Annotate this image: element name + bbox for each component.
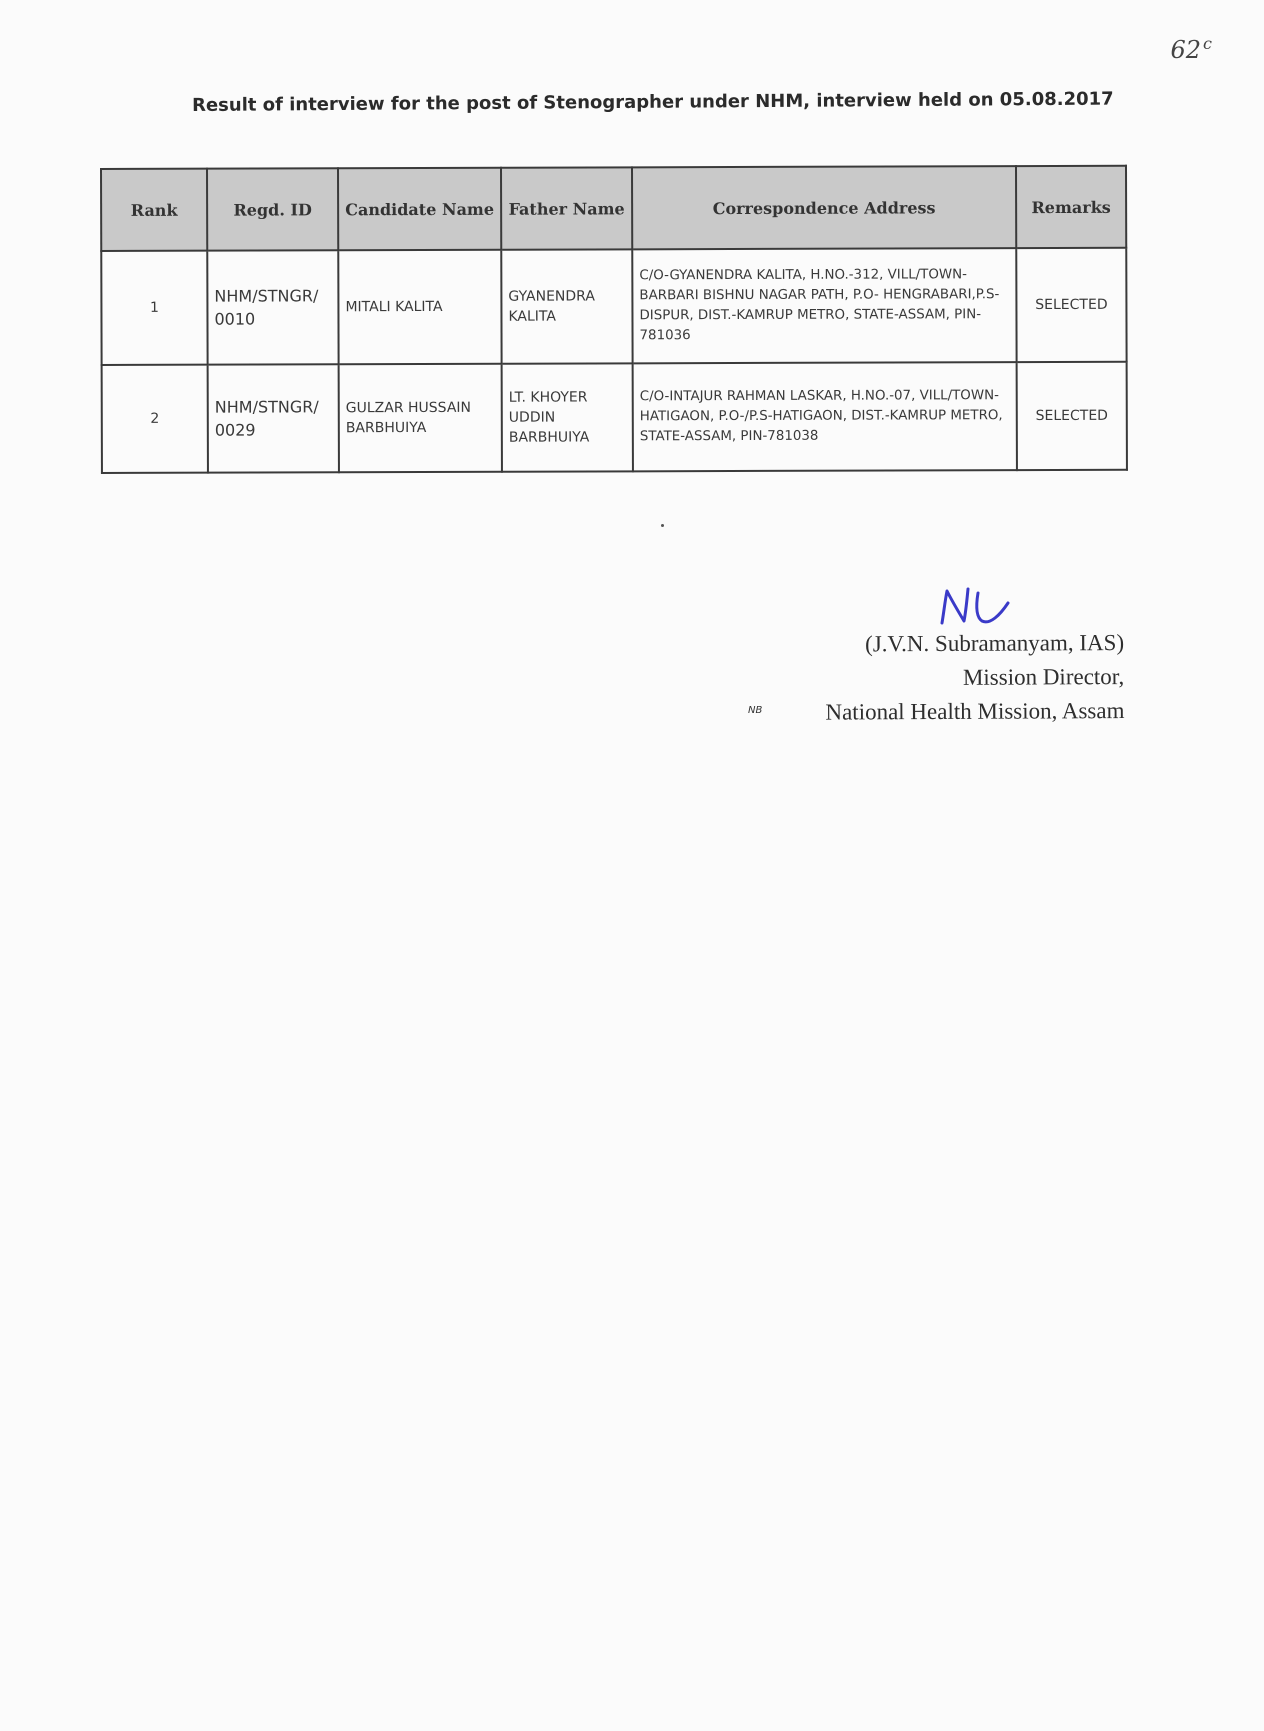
table-row <box>101 248 1126 365</box>
cell-rank: 2 <box>102 365 208 473</box>
document-title: Result of interview for the post of Stenographer under NHM, interview held on 05.08.2017 <box>192 88 1114 116</box>
cell-remarks: SELECTED <box>1016 248 1126 362</box>
cell-candidate-name: GULZAR HUSSAIN BARBHUIYA <box>339 364 502 473</box>
header-remarks: Remarks <box>1016 166 1126 248</box>
cell-rank: 1 <box>101 251 207 365</box>
header-regd-id: Regd. ID <box>207 168 338 250</box>
handwritten-initials: NB <box>748 705 763 716</box>
signatory-designation: Mission Director, <box>962 663 1125 690</box>
cell-address: C/O-GYANENDRA KALITA, H.NO.-312, VILL/TOWN- BARBARI BISHNU NAGAR PATH, P.O- HENGRABARI,P.S-DISPUR, DIST.-KAMRUP METRO, STATE-ASSAM, PIN-781036 <box>632 248 1016 363</box>
header-address: Correspondence Address <box>632 166 1016 249</box>
page-number-suffix: c <box>1203 34 1212 53</box>
signatory-name: (J.V.N. Subramanyam, IAS) <box>865 629 1125 657</box>
page-number: 62 $^c$ <box>1170 34 1212 64</box>
cell-remarks: SELECTED <box>1017 362 1127 470</box>
table-header-row <box>101 166 1126 251</box>
cell-regd-id: NHM/STNGR/ 0029 <box>208 364 339 472</box>
header-father-name: Father Name <box>501 167 632 249</box>
cell-father-name: LT. KHOYER UDDIN BARBHUIYA <box>502 363 633 471</box>
speck-mark <box>661 524 664 527</box>
results-table-wrapper <box>100 165 1126 474</box>
cell-father-name: GYANENDRA KALITA <box>501 249 632 363</box>
header-candidate-name: Candidate Name <box>338 168 501 251</box>
header-rank: Rank <box>101 169 207 251</box>
cell-regd-id: NHM/STNGR/ 0010 <box>207 250 338 364</box>
results-table <box>100 165 1128 474</box>
signatory-block <box>825 626 1125 730</box>
table-row <box>102 362 1127 473</box>
cell-address: C/O-INTAJUR RAHMAN LASKAR, H.NO.-07, VILL/TOWN- HATIGAON, P.O-/P.S-HATIGAON, DIST.-KAMRUP METRO, STATE-ASSAM, PIN-781038 <box>633 362 1017 471</box>
cell-candidate-name: MITALI KALITA <box>338 250 501 365</box>
signatory-organization: National Health Mission, Assam <box>825 697 1125 725</box>
